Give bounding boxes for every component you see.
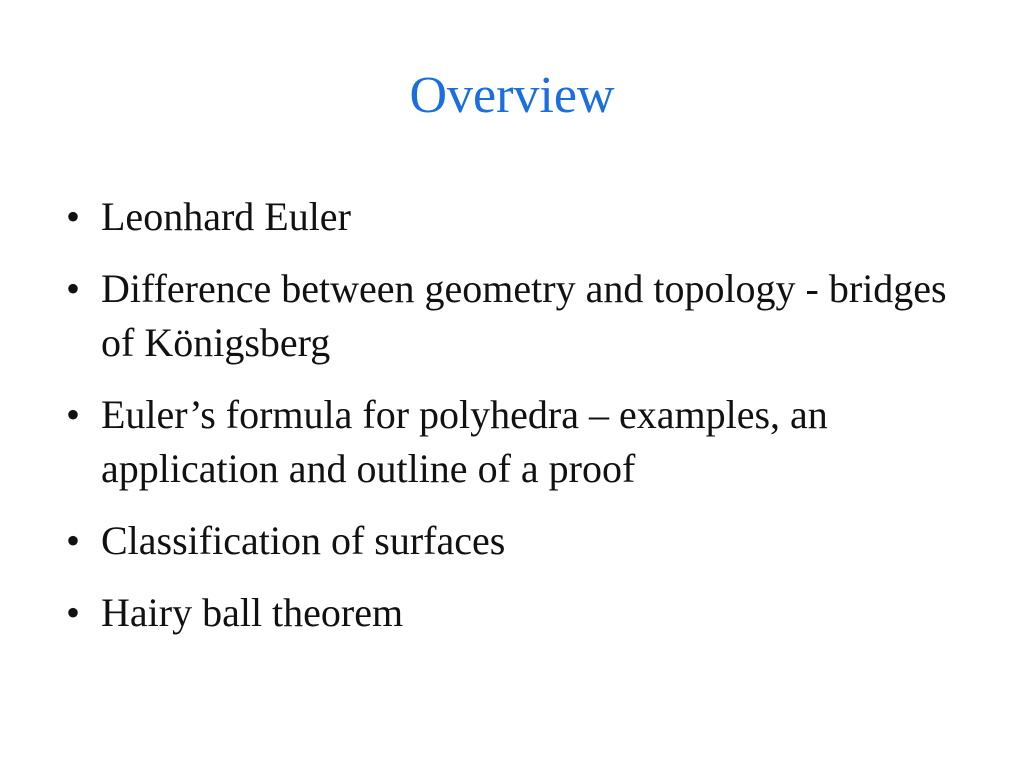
bullet-dot-icon: • — [65, 518, 80, 563]
bullet-list — [58, 190, 958, 658]
bullet-text: Hairy ball theorem — [101, 590, 404, 635]
bullet-text: Difference between geometry and topology - bridges of Königsberg — [101, 266, 947, 365]
bullet-text: Classification of surfaces — [101, 518, 506, 563]
bullet-item-classification-surfaces — [58, 514, 958, 568]
bullet-item-euler-formula — [58, 388, 958, 496]
bullet-text: Euler’s formula for polyhedra – examples, an application and outline of a proof — [101, 392, 828, 491]
slide-title: Overview — [409, 67, 615, 124]
bullet-dot-icon: • — [65, 266, 80, 311]
bullet-dot-icon: • — [65, 392, 80, 437]
bullet-item-leonhard-euler — [58, 190, 958, 244]
bullet-item-hairy-ball — [58, 586, 958, 640]
bullet-item-geometry-topology — [58, 262, 958, 370]
bullet-text: Leonhard Euler — [101, 194, 351, 239]
bullet-dot-icon: • — [65, 194, 80, 239]
bullet-dot-icon: • — [65, 590, 80, 635]
